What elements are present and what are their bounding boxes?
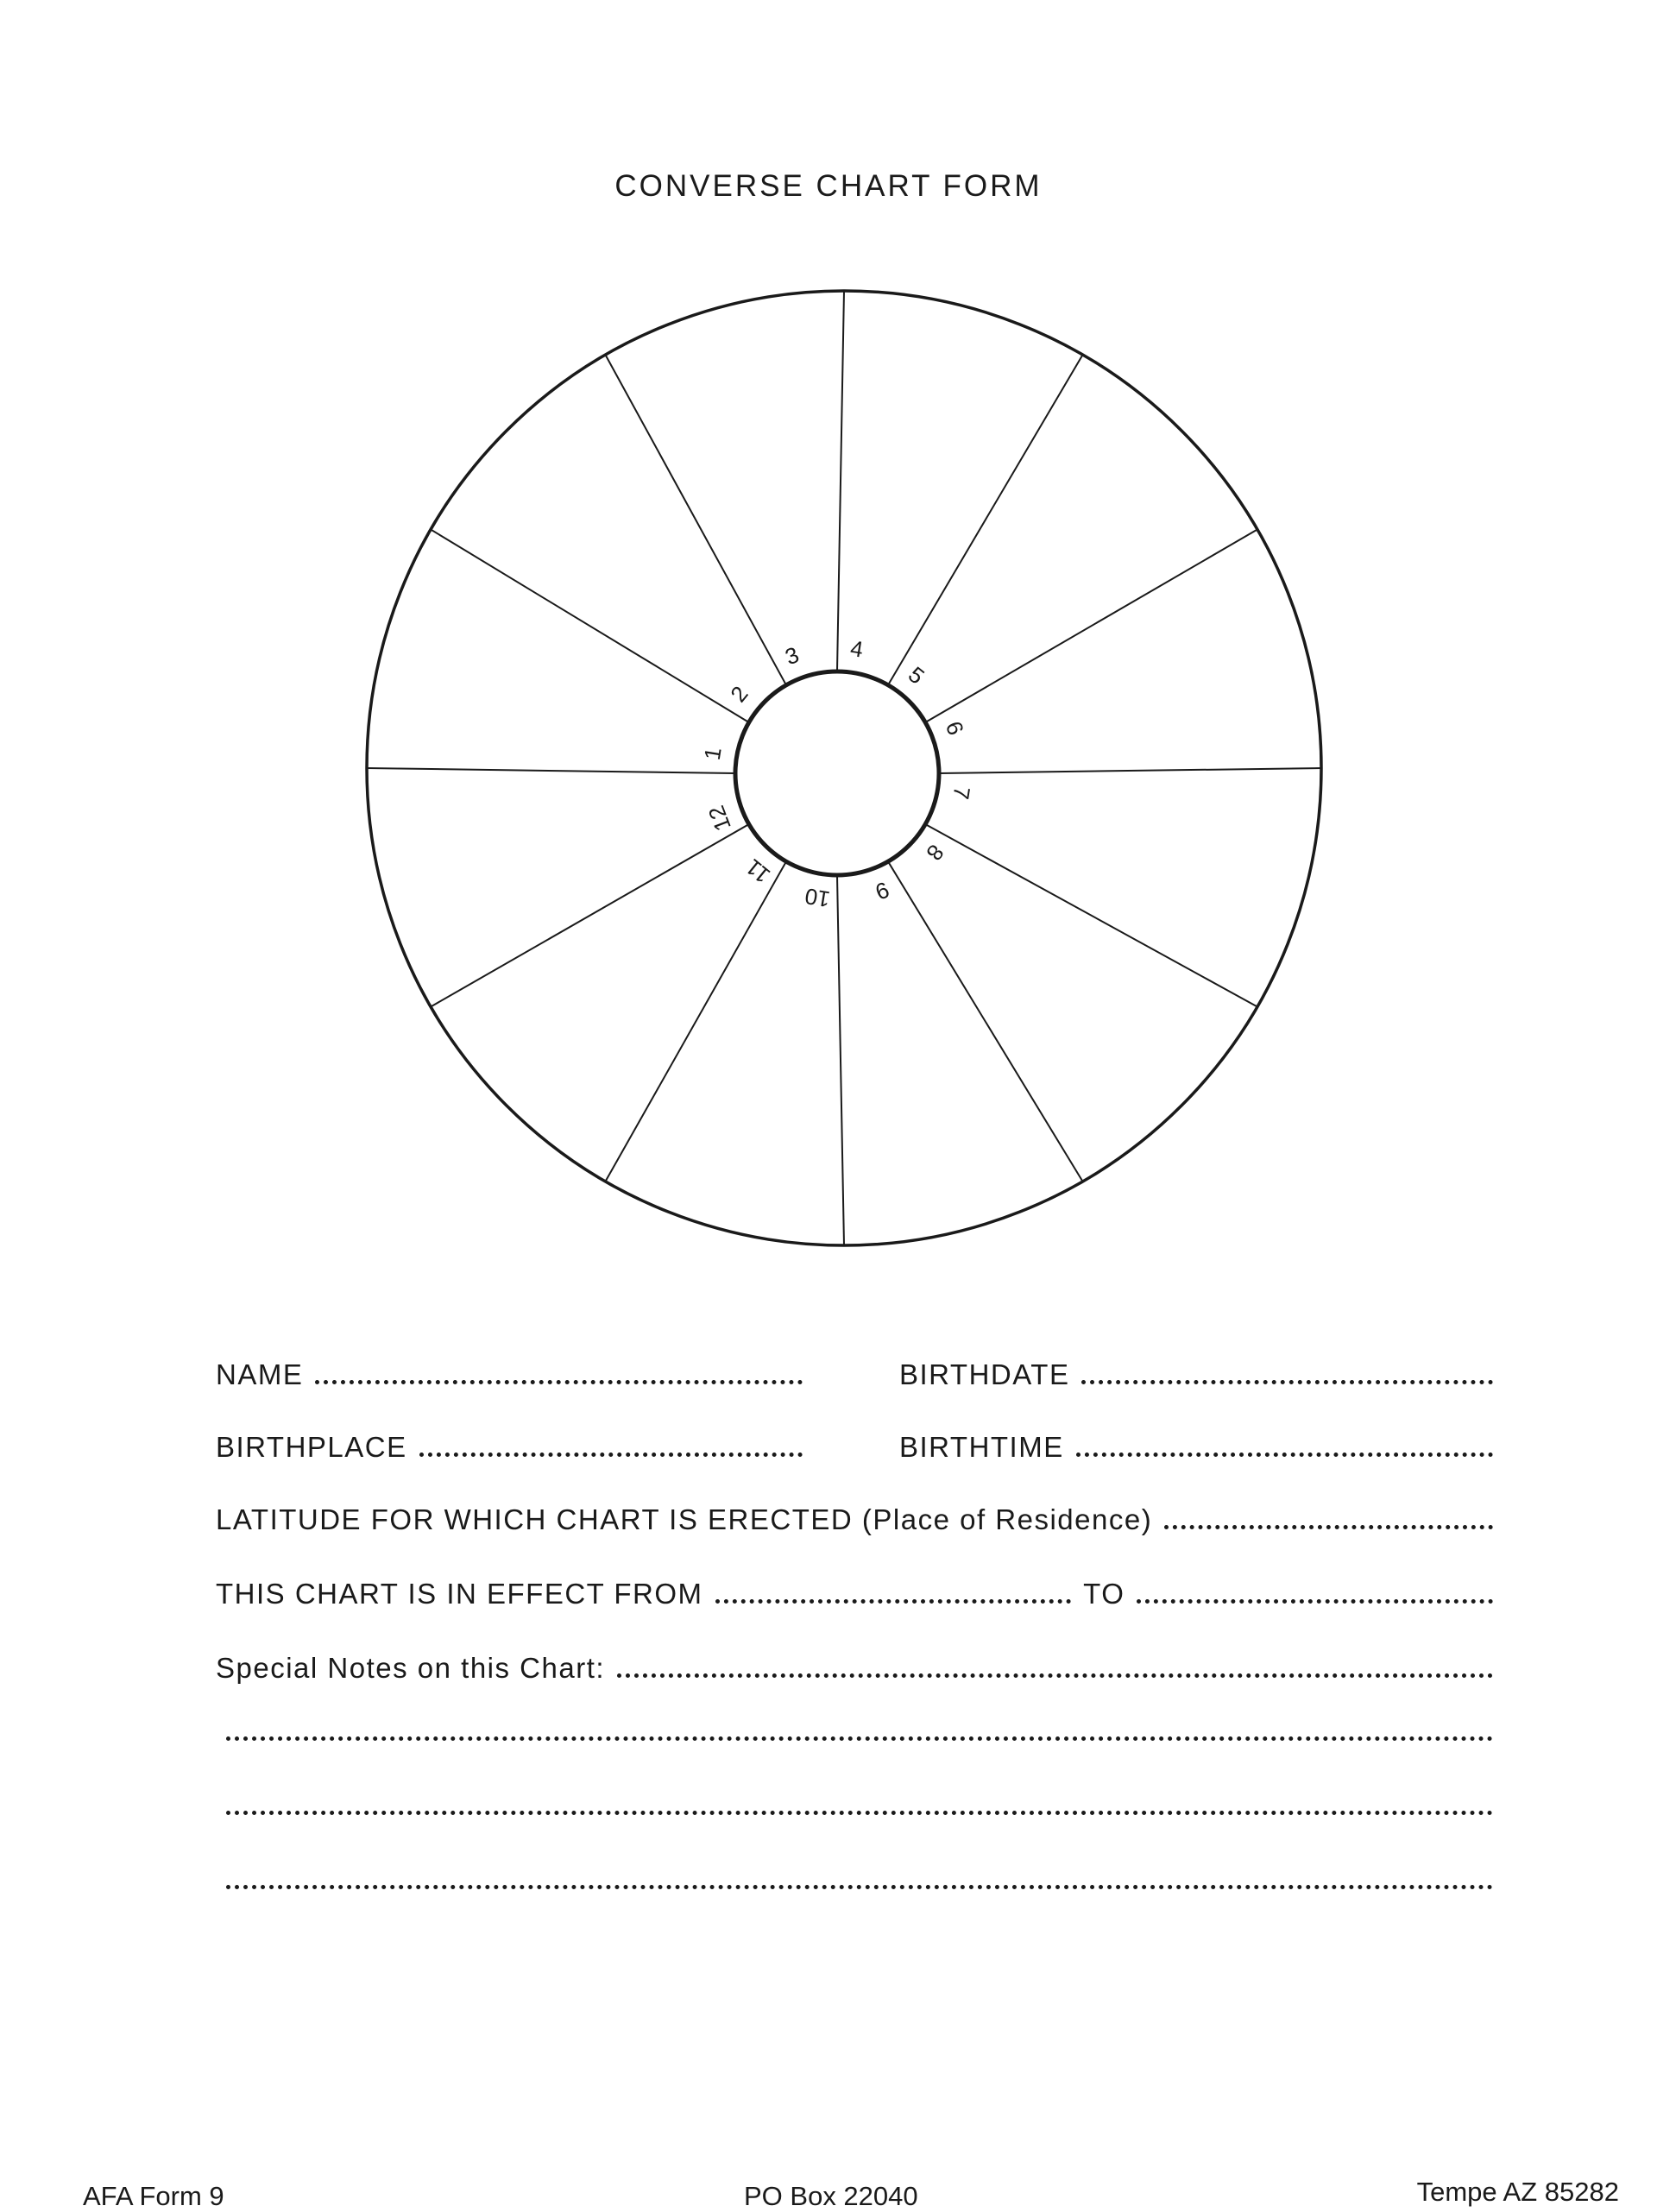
birthtime-blank <box>1076 1453 1493 1457</box>
row-notes <box>216 1642 1493 1685</box>
cusp-line <box>888 861 1083 1182</box>
footer-form-id: AFA Form 9 <box>83 2181 224 2211</box>
cusp-line <box>606 861 787 1182</box>
footer-po-box: PO Box 22040 <box>744 2181 918 2211</box>
house-number-3: 3 <box>781 641 803 671</box>
house-number-1: 1 <box>698 745 727 762</box>
house-number-9: 9 <box>872 876 893 905</box>
name-label: NAME <box>216 1358 304 1390</box>
latitude-label: LATITUDE FOR WHICH CHART IS ERECTED (Place of Residence) <box>216 1503 1153 1535</box>
latitude-blank <box>1164 1525 1493 1529</box>
cusp-line <box>431 824 749 1007</box>
cusp-line <box>939 768 1321 773</box>
birthplace-field[interactable] <box>216 1421 803 1464</box>
cusp-line <box>925 824 1257 1007</box>
notes-blank <box>617 1673 1493 1678</box>
cusp-line <box>431 530 749 723</box>
birthtime-label: BIRTHTIME <box>899 1431 1064 1463</box>
notes-field[interactable] <box>216 1642 1493 1685</box>
latitude-field[interactable] <box>216 1493 1493 1536</box>
house-number-2: 2 <box>725 681 753 708</box>
form-title: CONVERSE CHART FORM <box>614 169 1043 203</box>
row-name-birthdate <box>216 1348 1493 1391</box>
birthplace-blank <box>419 1453 803 1457</box>
cusp-line <box>367 768 735 773</box>
house-number-10: 10 <box>803 883 832 913</box>
notes-line-2[interactable] <box>226 1811 1493 1815</box>
birthdate-blank <box>1081 1380 1493 1384</box>
house-number-4: 4 <box>848 634 866 663</box>
effect-from-blank <box>715 1599 1072 1604</box>
birthtime-field[interactable] <box>899 1421 1493 1464</box>
house-number-11: 11 <box>740 854 776 889</box>
cusp-line <box>888 355 1083 685</box>
effect-to-label: TO <box>1083 1578 1125 1610</box>
effect-to-blank <box>1137 1599 1493 1604</box>
house-number-5: 5 <box>903 661 929 690</box>
row-birthplace-birthtime <box>216 1421 1493 1464</box>
notes-label: Special Notes on this Chart: <box>216 1652 606 1684</box>
birthdate-label: BIRTHDATE <box>899 1358 1070 1390</box>
house-number-7: 7 <box>948 785 976 802</box>
house-number-6: 6 <box>940 717 969 739</box>
birthplace-label: BIRTHPLACE <box>216 1431 407 1463</box>
footer-city: Tempe AZ 85282 <box>1416 2177 1619 2207</box>
effect-from-label: THIS CHART IS IN EFFECT FROM <box>216 1578 703 1610</box>
notes-line-1[interactable] <box>226 1736 1493 1741</box>
cusp-line <box>837 875 844 1245</box>
birthdate-field[interactable] <box>899 1348 1493 1391</box>
house-number-12: 12 <box>702 802 736 835</box>
inner-circle <box>735 671 939 875</box>
cusp-line <box>837 291 844 671</box>
row-effect-period <box>216 1567 1493 1610</box>
notes-line-3[interactable] <box>226 1885 1493 1889</box>
cusp-line <box>925 530 1257 723</box>
name-blank <box>315 1380 803 1384</box>
row-latitude <box>216 1493 1493 1536</box>
name-field[interactable] <box>216 1348 803 1391</box>
house-number-8: 8 <box>921 839 949 866</box>
cusp-line <box>606 355 787 685</box>
effect-period-field[interactable] <box>216 1567 1493 1610</box>
